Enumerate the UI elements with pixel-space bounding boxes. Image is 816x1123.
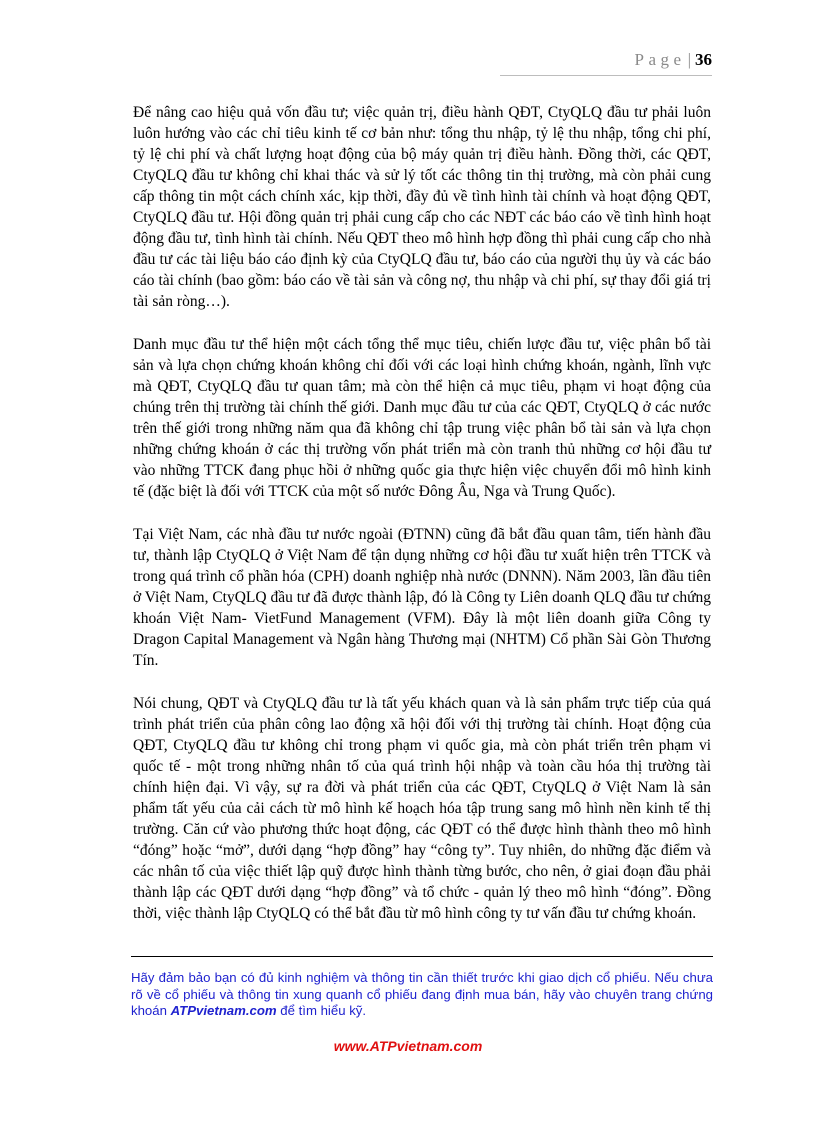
paragraph-1: Để nâng cao hiệu quả vốn đầu tư; việc quản trị, điều hành QĐT, CtyQLQ đầu tư phải luôn luôn hướng vào các chỉ tiêu kinh tế cơ bản như: tổng thu nhập, tỷ lệ thu nhập, tổng chi phí, tỷ lệ chi phí và chất lượng hoạt động của bộ máy quản trị điều hành. Đồng thời, các QĐT, CtyQLQ đầu tư không chỉ khai thác và sử lý tốt các thông tin thị trường, mà còn phải cung cấp thông tin một cách chính xác, kịp thời, đầy đủ về tình hình tài chính và hoạt động QĐT, CtyQLQ đầu tư. Hội đồng quản trị phải cung cấp cho các NĐT các báo cáo về tình hình hoạt động đầu tư, tình hình tài chính. Nếu QĐT theo mô hình hợp đồng thì phải cung cấp cho nhà đầu tư các tài liệu báo cáo định kỳ của CtyQLQ đầu tư, báo cáo của người thụ ủy và các báo cáo tài chính (bao gồm: báo cáo về tài sản và công nợ, thu nhập và chi phí, sự thay đổi giá trị tài sản ròng…). bbox=[133, 104, 711, 310]
footer-note-text: Hãy đảm bảo bạn có đủ kinh nghiệm và thông tin cần thiết trước khi giao dịch cổ phiếu. Nếu chưa rõ về cổ phiếu và thông tin xung quanh cổ phiếu đang định mua bán, hãy vào chuyên trang chứng khoán bbox=[131, 970, 713, 1018]
website-link[interactable]: www.ATPvietnam.com bbox=[333, 1038, 483, 1054]
document-body bbox=[133, 102, 711, 946]
header-rule bbox=[500, 75, 712, 76]
footer-brand-link[interactable]: ATPvietnam.com bbox=[170, 1003, 277, 1018]
footer-divider bbox=[131, 956, 713, 957]
page-header bbox=[635, 50, 712, 70]
footer-note-end: để tìm hiểu kỹ. bbox=[276, 1003, 367, 1018]
footer-note bbox=[131, 970, 713, 1020]
header-separator: | bbox=[687, 50, 691, 69]
page-number: 36 bbox=[695, 50, 712, 69]
paragraph-2: Danh mục đầu tư thể hiện một cách tổng thể mục tiêu, chiến lược đầu tư, việc phân bổ tài sản và lựa chọn chứng khoán không chỉ đối với các loại hình chứng khoán, ngành, lĩnh vực mà QĐT, CtyQLQ đầu tư quan tâm; mà còn thể hiện cả mục tiêu, phạm vi hoạt động của chúng trên thị trường tài chính thế giới. Danh mục đầu tư của các QĐT, CtyQLQ ở các nước trên thế giới trong những năm qua đã không chỉ tập trung việc phân bổ tài sản và lựa chọn những chứng khoán ở các thị trường vốn phát triển mà còn tranh thủ những cơ hội đầu tư vào những TTCK đang phục hồi ở những quốc gia thực hiện việc chuyển đổi mô hình kinh tế (đặc biệt là đối với TTCK của một số nước Đông Âu, Nga và Trung Quốc). bbox=[133, 336, 711, 500]
page-label: Page bbox=[634, 50, 686, 69]
paragraph-3: Tại Việt Nam, các nhà đầu tư nước ngoài (ĐTNN) cũng đã bắt đầu quan tâm, tiến hành đầu tư, thành lập CtyQLQ ở Việt Nam để tận dụng những cơ hội đầu tư xuất hiện trên TTCK và trong quá trình cổ phần hóa (CPH) doanh nghiệp nhà nước (DNNN). Năm 2003, lần đầu tiên ở Việt Nam, CtyQLQ đầu tư đã được thành lập, đó là Công ty Liên doanh QLQ đầu tư chứng khoán Việt Nam- VietFund Management (VFM). Đây là một liên doanh giữa Công ty Dragon Capital Management và Ngân hàng Thương mại (NHTM) Cổ phần Sài Gòn Thương Tín. bbox=[133, 526, 711, 669]
paragraph-4: Nói chung, QĐT và CtyQLQ đầu tư là tất yếu khách quan và là sản phẩm trực tiếp của quá trình phát triển của phân công lao động xã hội đối với thị trường tài chính. Hoạt động của QĐT, CtyQLQ đầu tư không chỉ trong phạm vi quốc gia, mà còn phát triển trên phạm vi quốc tế - một trong những nhân tố của quá trình hội nhập và toàn cầu hóa thị trường tài chính hiện đại. Vì vậy, sự ra đời và phát triển của các QĐT, CtyQLQ ở Việt Nam là sản phẩm tất yếu của cải cách từ mô hình kế hoạch hóa tập trung sang mô hình nền kinh tế thị trường. Căn cứ vào phương thức hoạt động, các QĐT có thể được hình thành theo mô hình “đóng” hoặc “mở”, dưới dạng “hợp đồng” hay “công ty”. Tuy nhiên, do những đặc điểm và các nhân tố của việc thiết lập quỹ được hình thành từng bước, cho nên, ở giai đoạn đầu phải thành lập các QĐT dưới dạng “hợp đồng” và tổ chức - quản lý theo mô hình “đóng”. Đồng thời, việc thành lập CtyQLQ có thể bắt đầu từ mô hình công ty tư vấn đầu tư chứng khoán. bbox=[133, 695, 711, 922]
